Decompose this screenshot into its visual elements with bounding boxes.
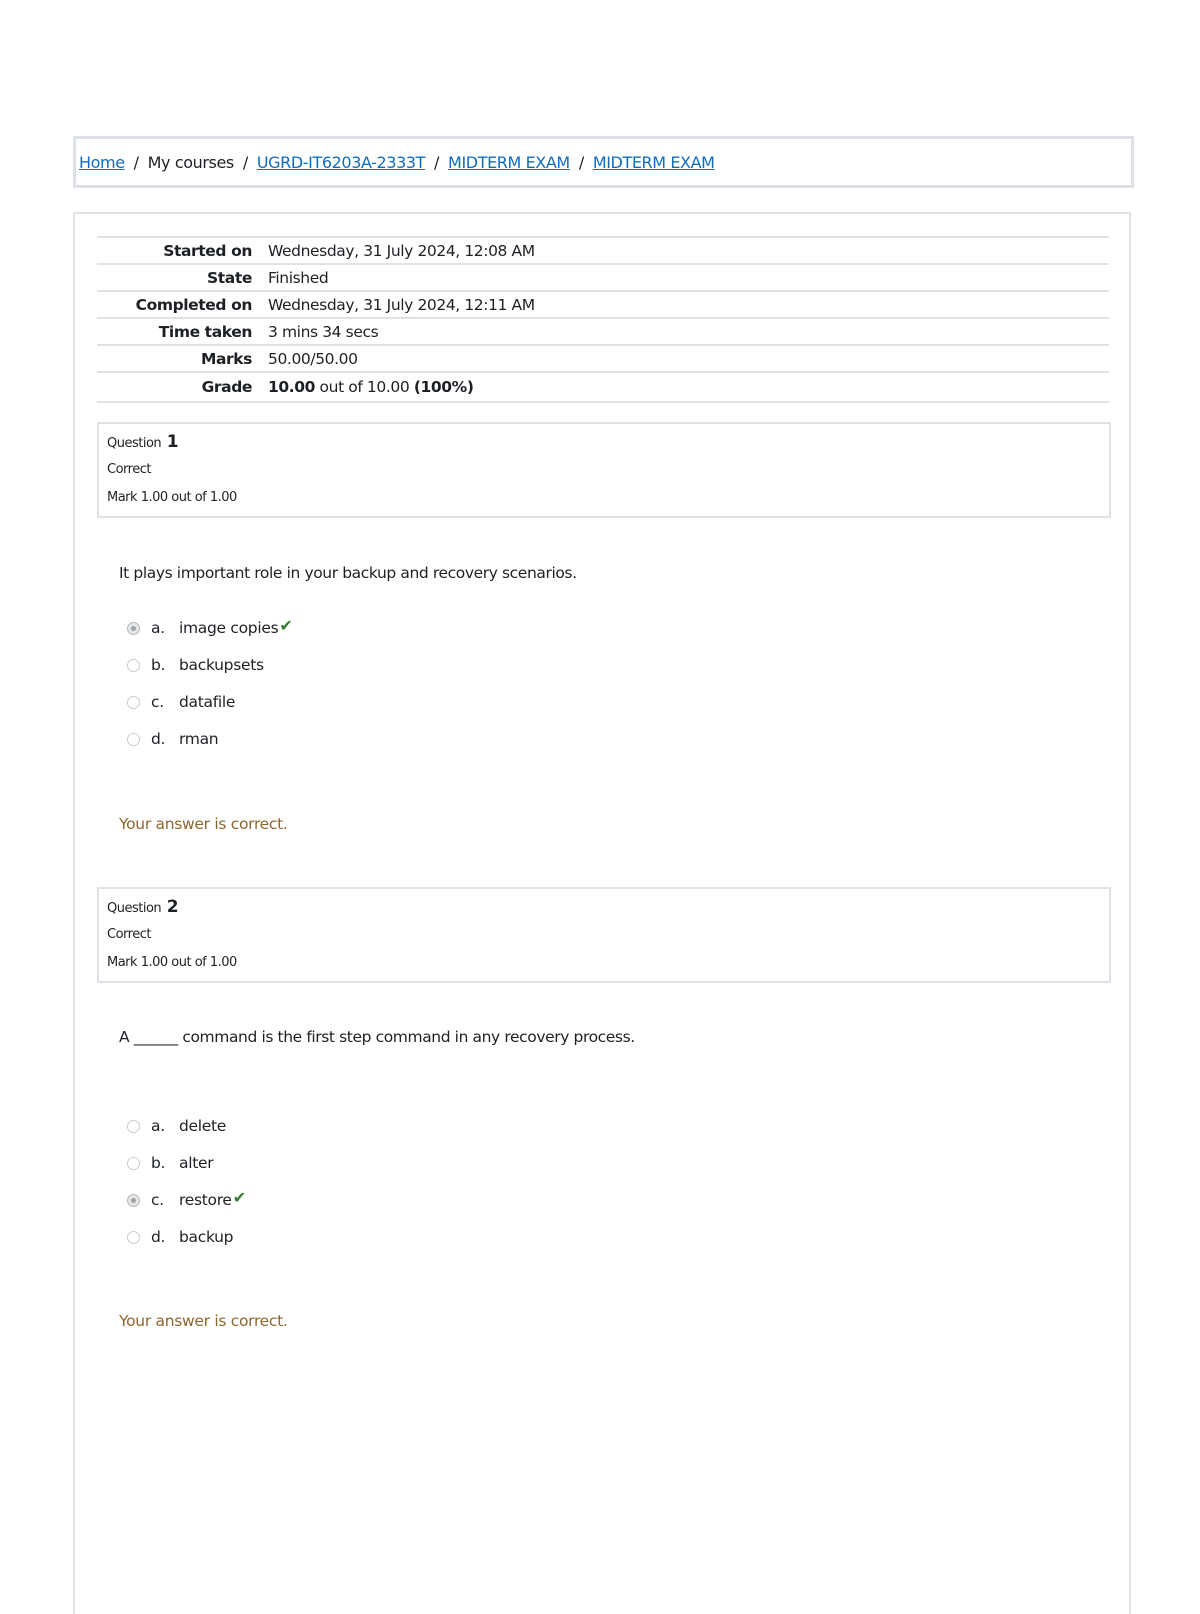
radio-button[interactable] <box>127 659 140 672</box>
radio-button[interactable] <box>127 1120 140 1133</box>
option-text: backupsets <box>179 656 264 674</box>
question-state: Correct <box>107 462 151 477</box>
grade-percent: (100%) <box>413 378 474 396</box>
option-letter: d. <box>151 730 166 748</box>
breadcrumb-separator: / <box>242 152 248 172</box>
summary-label: Time taken <box>158 322 252 341</box>
radio-button[interactable] <box>127 1231 140 1244</box>
option-letter: d. <box>151 1228 166 1246</box>
summary-row-marks <box>97 345 1109 372</box>
option-text: image copies <box>179 619 279 637</box>
option-letter: b. <box>151 656 166 674</box>
question-text: It plays important role in your backup and recovery scenarios. <box>119 564 577 582</box>
option-text: datafile <box>179 693 236 711</box>
summary-value: 50.00/50.00 <box>268 349 358 368</box>
radio-button[interactable] <box>127 622 140 635</box>
check-icon: ✔ <box>279 615 293 635</box>
breadcrumb-quiz-link[interactable]: MIDTERM EXAM <box>592 152 715 172</box>
option-letter: b. <box>151 1154 166 1172</box>
option-text: rman <box>179 730 219 748</box>
radio-button[interactable] <box>127 1157 140 1170</box>
summary-value: 3 mins 34 secs <box>268 322 379 341</box>
summary-label: Grade <box>201 378 252 396</box>
answer-option[interactable] <box>127 1151 213 1175</box>
option-letter: a. <box>151 619 165 637</box>
summary-label: Marks <box>200 349 252 368</box>
question-info-box <box>97 887 1111 983</box>
question-mark: Mark 1.00 out of 1.00 <box>107 955 237 970</box>
question-info-box <box>97 422 1111 518</box>
question-text: A ______ command is the first step command in any recovery process. <box>119 1028 635 1046</box>
breadcrumb-separator: / <box>434 152 440 172</box>
option-text: alter <box>179 1154 214 1172</box>
radio-button[interactable] <box>127 696 140 709</box>
answer-option[interactable] <box>127 1114 226 1138</box>
breadcrumb-my-courses: My courses <box>147 152 234 172</box>
question-label: Question <box>107 436 162 451</box>
summary-row-completed-on <box>97 291 1109 318</box>
question-number <box>107 897 178 917</box>
grade-value: 10.00 <box>268 378 316 396</box>
summary-row-time-taken <box>97 318 1109 345</box>
option-letter: c. <box>151 693 164 711</box>
option-letter: c. <box>151 1191 164 1209</box>
question-mark: Mark 1.00 out of 1.00 <box>107 490 237 505</box>
breadcrumb-home-link[interactable]: Home <box>79 152 125 172</box>
summary-label: Started on <box>163 241 252 260</box>
summary-row-state <box>97 264 1109 291</box>
summary-value: Wednesday, 31 July 2024, 12:11 AM <box>268 295 535 314</box>
question-state: Correct <box>107 927 151 942</box>
quiz-review-panel <box>73 212 1131 1614</box>
attempt-summary-table <box>97 236 1109 403</box>
summary-value: Finished <box>268 268 329 287</box>
breadcrumb-section-link[interactable]: MIDTERM EXAM <box>448 152 570 172</box>
question-number-value: 1 <box>166 432 179 452</box>
answer-feedback: Your answer is correct. <box>119 1312 288 1330</box>
summary-label: Completed on <box>135 295 252 314</box>
answer-feedback: Your answer is correct. <box>119 815 288 833</box>
option-text: delete <box>179 1117 227 1135</box>
breadcrumb <box>73 136 1134 188</box>
question-number <box>107 432 178 452</box>
option-text: restore <box>179 1191 232 1209</box>
answer-option[interactable] <box>127 653 264 677</box>
answer-option[interactable] <box>127 616 292 640</box>
option-letter: a. <box>151 1117 165 1135</box>
question-label: Question <box>107 901 162 916</box>
summary-row-started-on <box>97 237 1109 264</box>
check-icon: ✔ <box>232 1187 246 1207</box>
answer-option[interactable] <box>127 1188 246 1212</box>
radio-button[interactable] <box>127 1194 140 1207</box>
question-number-value: 2 <box>166 897 179 917</box>
radio-button[interactable] <box>127 733 140 746</box>
breadcrumb-course-link[interactable]: UGRD-IT6203A-2333T <box>256 152 426 172</box>
summary-value <box>260 372 1109 402</box>
summary-value: Wednesday, 31 July 2024, 12:08 AM <box>268 241 535 260</box>
summary-label: State <box>207 268 252 287</box>
answer-option[interactable] <box>127 1225 233 1249</box>
option-text: backup <box>179 1228 234 1246</box>
breadcrumb-separator: / <box>133 152 139 172</box>
summary-row-grade <box>97 372 1109 402</box>
grade-out-of: out of 10.00 <box>315 378 414 396</box>
breadcrumb-separator: / <box>578 152 584 172</box>
answer-option[interactable] <box>127 727 218 751</box>
answer-option[interactable] <box>127 690 235 714</box>
